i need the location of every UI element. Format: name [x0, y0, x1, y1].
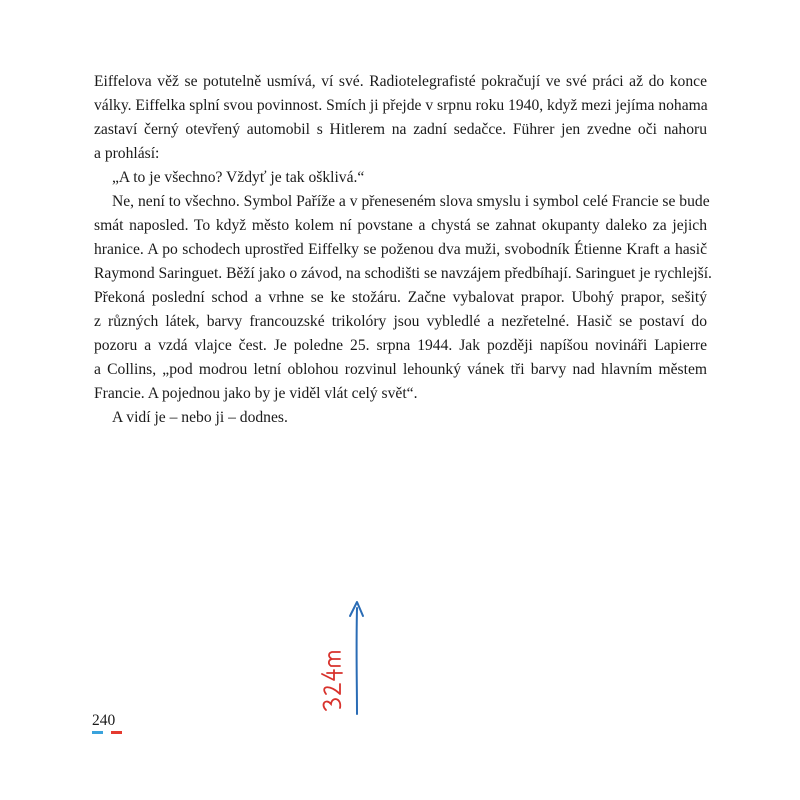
paragraph-line: smát naposled. To když město kolem ní povstane a chystá se zahnat okupanty daleko za jejich	[94, 217, 707, 234]
paragraph-line: a Collins, „pod modrou letní oblohou rozvinul lehounký vánek tři barvy nad hlavním městem	[94, 361, 707, 378]
paragraph-line: hranice. A po schodech uprostřed Eiffelky se poženou dva muži, svobodník Étienne Kraft a hasič	[94, 241, 707, 258]
quote-line: „A to je všechno? Vždyť je tak ošklivá.“	[112, 169, 365, 186]
handwritten-height-arrow	[316, 592, 376, 718]
page-number: 240	[92, 712, 116, 729]
paragraph-line: Raymond Saringuet. Běží jako o závod, na schodišti se navzájem předbíhají. Saringuet je rychlejší.	[94, 265, 712, 282]
paragraph-line: a prohlásí:	[94, 145, 160, 162]
paragraph-line: pozoru a vzdá vlajce čest. Je poledne 25. srpna 1944. Jak později napíšou novináři Lapierre	[94, 337, 707, 354]
blue-bar	[92, 731, 103, 734]
paragraph-line: války. Eiffelka splní svou povinnost. Smích ji přejde v srpnu roku 1940, když mezi jejíma nohama	[94, 97, 708, 114]
paragraph-line: Ne, není to všechno. Symbol Paříže a v přeneseném slova smyslu i symbol celé Francie se bude	[112, 193, 710, 210]
paragraph-line: z různých látek, barvy francouzské trikolóry jsou vybledlé a nezřetelné. Hasič se postaví do	[94, 313, 707, 330]
paragraph-line: Překoná poslední schod a vrhne se ke stožáru. Začne vybalovat prapor. Ubohý prapor, sešitý	[94, 289, 707, 306]
red-bar	[111, 731, 122, 734]
body-text	[94, 70, 712, 430]
tricolor-marker	[92, 731, 124, 734]
paragraph-line: A vidí je – nebo ji – dodnes.	[112, 409, 288, 426]
paragraph-line: Eiffelova věž se potutelně usmívá, ví své. Radiotelegrafisté pokračují ve své práci až do konce	[94, 73, 707, 90]
handwritten-note	[322, 652, 342, 710]
paragraph-line: zastaví černý otevřený automobil s Hitlerem na zadní sedačce. Führer jen zvedne oči nahoru	[94, 121, 707, 138]
paragraph-line: Francie. A pojednou jako by je viděl vlát celý svět“.	[94, 385, 418, 402]
